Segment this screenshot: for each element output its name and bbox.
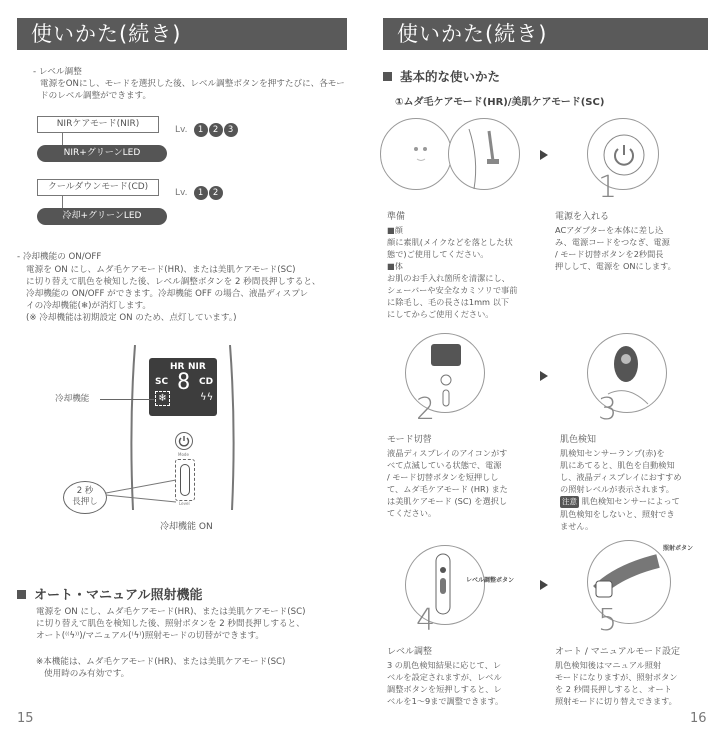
- cooling-line2: に切り替えて肌色を検知した後、レベル調整ボタンを 2 秒間長押しすると、: [26, 277, 321, 287]
- page-number-left: 15: [17, 711, 34, 726]
- step-number: 3: [598, 392, 618, 427]
- basic-usage-heading: [383, 67, 500, 85]
- cooling-line3: 冷却機能の ON/OFF ができます。冷却機能 OFF の場合、液晶ディスプレ: [26, 289, 309, 299]
- step-4-text: [387, 659, 503, 707]
- level-text: 電源をONにし、モードを選択した後、レベル調整ボタンを押すたびに、各モードのレベル調整ができます。: [40, 79, 345, 102]
- snowflake-icon: ❄: [155, 391, 170, 406]
- step-3-text: [560, 447, 682, 532]
- step-line: てください。: [387, 508, 437, 518]
- arrow-right-icon: [540, 150, 548, 160]
- page-number-right: 16: [690, 711, 707, 726]
- step-note-line: [560, 495, 682, 508]
- step-line: 肌にあてると、肌色を自動検知: [560, 460, 675, 470]
- step-number: 2: [416, 392, 436, 427]
- step-line: 照射モードに切り替えできます。: [555, 696, 677, 706]
- lv-label: Lv.: [175, 125, 188, 135]
- nir-led-pill: NIR+グリーンLED: [37, 145, 167, 162]
- step-line: / モード切替ボタンを短押しし: [387, 472, 499, 482]
- mode-small-label: Mode: [178, 452, 189, 457]
- step-line: 押しして、電源を ONにします。: [555, 261, 676, 271]
- level-button-callout: レベル調整ボタン: [466, 577, 515, 584]
- level-dot: 1: [194, 186, 208, 200]
- level-small-label: Level: [179, 501, 190, 506]
- step-line: / モード切替ボタンを2秒間長: [555, 249, 664, 259]
- step-line: ACアダプターを本体に差し込: [555, 225, 664, 235]
- step-1-text: [555, 224, 676, 272]
- face-icon: [381, 119, 453, 191]
- basic-usage-title: 基本的な使いかた: [400, 69, 501, 84]
- auto-line1: 電源を ON にし、ムダ毛ケアモード(HR)、または美肌ケアモード(SC): [36, 607, 306, 617]
- step-line: の照射レベルが表示されます。: [560, 484, 674, 494]
- step-line: ベルを1〜9まで調整できます。: [387, 696, 504, 706]
- step-title: 電源を入れる: [555, 212, 610, 222]
- step-line: ■顔: [387, 225, 403, 235]
- step-line: シェーバーや安全なカミソリで事前: [387, 285, 518, 295]
- level-dot: 3: [224, 123, 238, 137]
- right-page-banner: 使いかた(続き): [383, 18, 708, 50]
- hold-pointer-lines: [106, 478, 178, 508]
- auto-manual-heading: [17, 584, 202, 603]
- step-line: に除毛し、毛の長さは1mm 以下: [387, 297, 510, 307]
- lcd-sc: SC: [155, 377, 169, 387]
- lcd-digit: 8: [177, 370, 191, 395]
- step-title: 肌色検知: [560, 435, 597, 445]
- step-line: て、ムダ毛ケアモード (HR) また: [387, 484, 508, 494]
- cooling-line5: (※ 冷却機能は初期設定 ON のため、点灯しています。): [26, 313, 237, 323]
- step-line: 液晶ディスプレイのアイコンがす: [387, 448, 508, 458]
- nir-level-row: [175, 117, 238, 137]
- step-title: レベル調整: [387, 647, 433, 657]
- step-line: を 2 秒間長押しすると、オート: [555, 684, 672, 694]
- step-line: お肌のお手入れ箇所を清潔にし、: [387, 273, 510, 283]
- cooling-function-label: 冷却機能: [55, 394, 90, 404]
- lcd-hr: HR: [170, 362, 185, 372]
- step-title: 準備: [387, 212, 406, 222]
- step-number: 4: [416, 603, 436, 638]
- hold-callout: 2 秒 長押し: [63, 481, 107, 514]
- cd-mode-box: クールダウンモード(CD): [37, 179, 159, 196]
- cd-level-row: [175, 180, 223, 200]
- step-line: 調整ボタンを短押しすると、レ: [387, 684, 502, 694]
- step-line: 顔に素肌(メイクなどを落とした状: [387, 237, 513, 247]
- left-page-banner: 使いかた(続き): [17, 18, 347, 50]
- cooling-line4: イの冷却機能(❄)が消灯します。: [26, 301, 151, 311]
- level-title: - レベル調整: [33, 67, 82, 77]
- lcd-cd: CD: [199, 377, 214, 387]
- power-button: [175, 432, 193, 450]
- level-dot: 2: [209, 123, 223, 137]
- auto-note1: ※本機能は、ムダ毛ケアモード(HR)、または美肌ケアモード(SC): [36, 657, 286, 667]
- step-line: ません。: [560, 521, 594, 531]
- caution-badge: 注意: [562, 497, 577, 506]
- step-line: み、電源コードをつなぎ、電源: [555, 237, 670, 247]
- step-5-text: [555, 659, 678, 707]
- auto-line3: オート(⁽⁽ϟ⁾⁾)/マニュアル(⁽ϟ⁾)照射モードの切替ができます。: [36, 631, 264, 641]
- step-2-text: [387, 447, 508, 519]
- step-0-text: [387, 224, 517, 320]
- arrow-right-icon: [540, 580, 548, 590]
- face-illustration: [380, 118, 452, 190]
- step-line: 肌検知センサーランプ(赤)を: [560, 448, 665, 458]
- step-line: 態で)ご使用してください。: [387, 249, 489, 259]
- level-button: [180, 464, 190, 496]
- step-line: ■体: [387, 261, 403, 271]
- level-dot: 1: [194, 123, 208, 137]
- square-bullet-icon: [17, 590, 26, 599]
- lv-label: Lv.: [175, 188, 188, 198]
- auto-line2: に切り替えて肌色を検知した後、照射ボタンを 2 秒間長押しすると、: [36, 619, 305, 629]
- connector-line: [62, 196, 63, 208]
- auto-manual-title: オート・マニュアル照射機能: [34, 588, 203, 603]
- cd-led-pill: 冷却+グリーンLED: [37, 208, 167, 225]
- arrow-right-icon: [540, 371, 548, 381]
- lightning-icon: ϟϟ: [200, 392, 214, 403]
- connector-line: [62, 133, 63, 145]
- step-line: は美肌ケアモード (SC) を選択し: [387, 496, 508, 506]
- pointer-line: [100, 399, 154, 400]
- step-line: モードになりますが、照射ボタン: [555, 672, 678, 682]
- step-line: 肌色検知をしないと、照射でき: [560, 509, 675, 519]
- shaver-icon: [449, 119, 521, 191]
- square-bullet-icon: [383, 72, 392, 81]
- step-line: 肌色検知後はマニュアル照射: [555, 660, 662, 670]
- cooling-title: - 冷却機能の ON/OFF: [17, 252, 102, 262]
- step-title: オート / マニュアルモード設定: [555, 647, 681, 657]
- device-caption: 冷却機能 ON: [160, 522, 213, 532]
- step-line: ベルを設定されますが、レベル: [387, 672, 502, 682]
- step-line: し、液晶ディスプレイにおすすめ: [560, 472, 682, 482]
- mode-subsection: ①ムダ毛ケアモード(HR)/美肌ケアモード(SC): [395, 97, 605, 108]
- level-dot: 2: [209, 186, 223, 200]
- lcd-nir: NIR: [188, 362, 206, 372]
- step-line: にしてからご使用ください。: [387, 309, 494, 319]
- step-note-text: 肌色検知センサーによって: [579, 496, 680, 506]
- step-line: 3 の肌色検知結果に応じて、レ: [387, 660, 502, 670]
- irradiation-button-callout: 照射ボタン: [663, 545, 694, 552]
- step-number: 5: [598, 603, 618, 638]
- shaver-illustration: [448, 118, 520, 190]
- step-title: モード切替: [387, 435, 432, 445]
- nir-mode-box: NIRケアモード(NIR): [37, 116, 159, 133]
- auto-note2: 使用時のみ有効です。: [44, 669, 130, 679]
- step-number: 1: [598, 170, 618, 205]
- step-line: べて点滅している状態で、電源: [387, 460, 502, 470]
- power-icon: [176, 433, 192, 449]
- cooling-line1: 電源を ON にし、ムダ毛ケアモード(HR)、または美肌ケアモード(SC): [26, 265, 296, 275]
